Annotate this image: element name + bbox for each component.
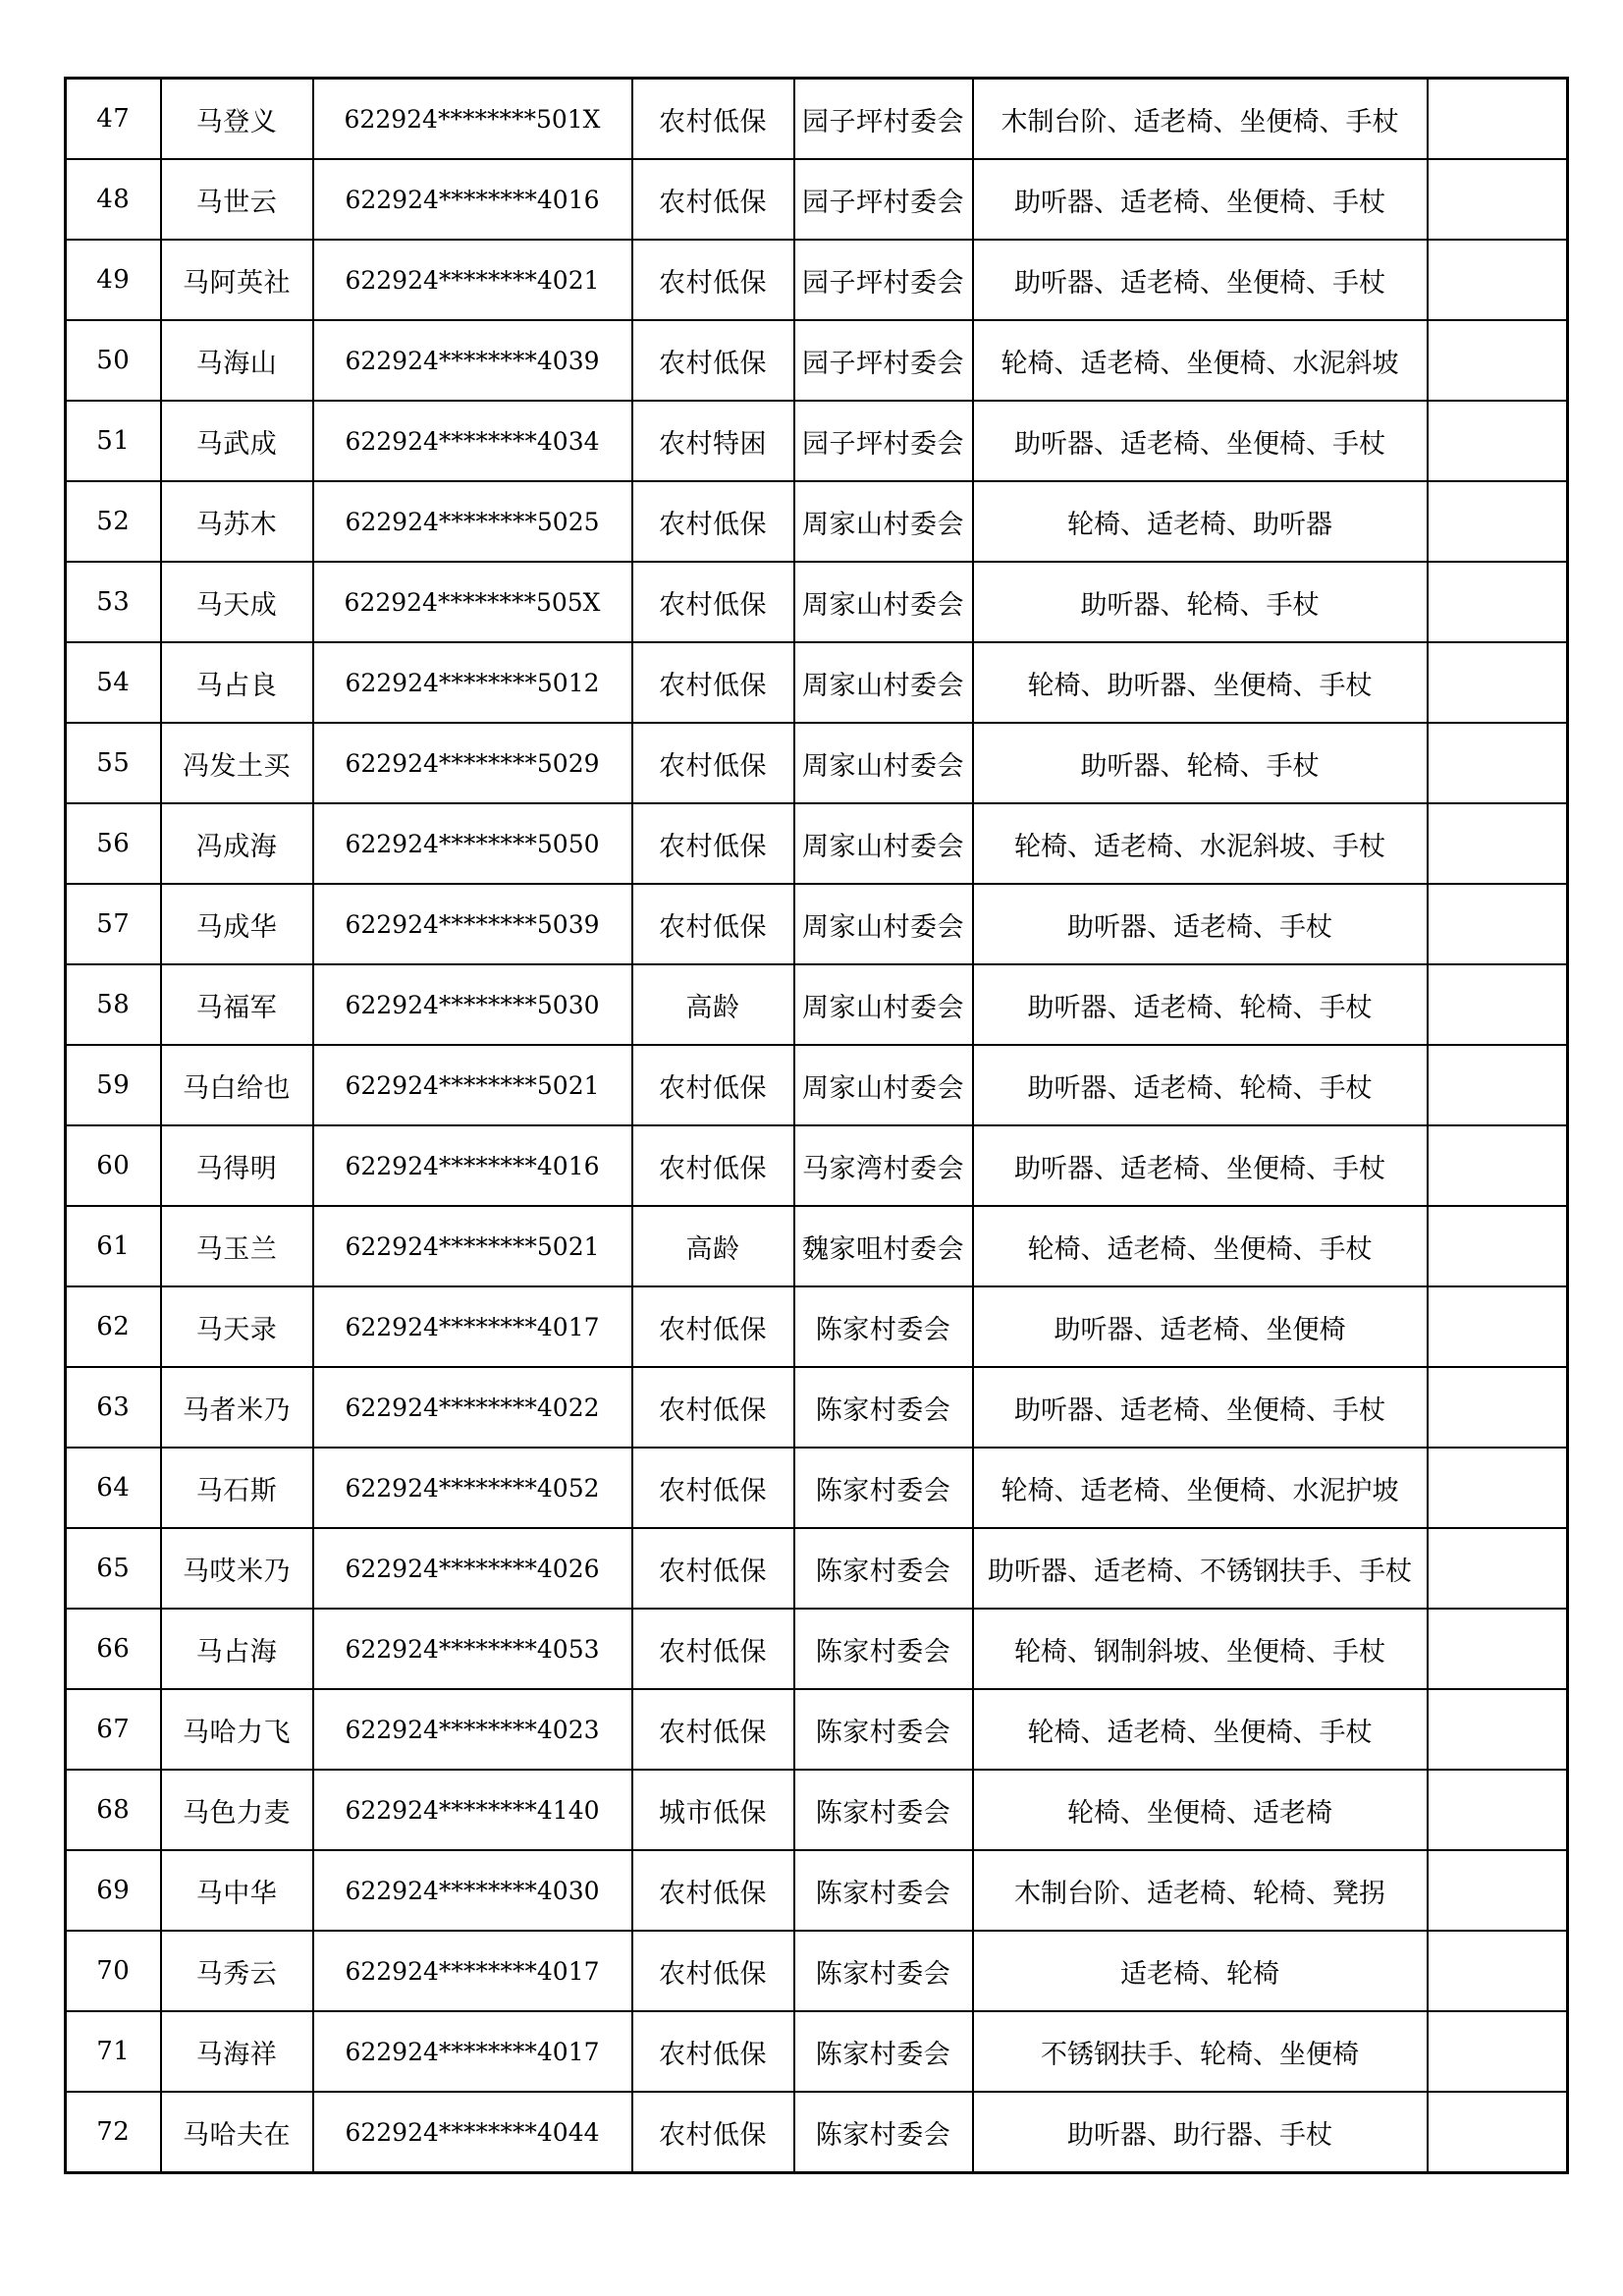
table-row <box>66 320 1568 401</box>
id-number-cell: 622924********5039 <box>313 884 632 964</box>
row-number-cell: 57 <box>66 884 161 964</box>
id-number-cell: 622924********4021 <box>313 240 632 320</box>
person-name-cell: 马得明 <box>161 1125 313 1206</box>
id-number-cell: 622924********4017 <box>313 1286 632 1367</box>
aid-items-cell: 适老椅、轮椅 <box>973 1931 1428 2011</box>
village-committee-cell: 陈家村委会 <box>794 1609 973 1689</box>
table-row <box>66 1931 1568 2011</box>
aid-items-cell: 轮椅、适老椅、坐便椅、水泥斜坡 <box>973 320 1428 401</box>
remarks-cell <box>1428 562 1568 642</box>
id-number-cell: 622924********4044 <box>313 2092 632 2173</box>
table-row <box>66 481 1568 562</box>
id-number-cell: 622924********5029 <box>313 723 632 803</box>
assistance-category-cell: 农村低保 <box>632 320 794 401</box>
remarks-cell <box>1428 481 1568 562</box>
village-committee-cell: 陈家村委会 <box>794 1931 973 2011</box>
row-number-cell: 55 <box>66 723 161 803</box>
aid-items-cell: 木制台阶、适老椅、坐便椅、手杖 <box>973 79 1428 160</box>
table-row <box>66 240 1568 320</box>
id-number-cell: 622924********505X <box>313 562 632 642</box>
row-number-cell: 59 <box>66 1045 161 1125</box>
village-committee-cell: 周家山村委会 <box>794 1045 973 1125</box>
id-number-cell: 622924********4026 <box>313 1528 632 1609</box>
remarks-cell <box>1428 1689 1568 1770</box>
aid-items-cell: 助听器、适老椅、坐便椅、手杖 <box>973 401 1428 481</box>
assistance-category-cell: 农村低保 <box>632 1045 794 1125</box>
id-number-cell: 622924********4140 <box>313 1770 632 1850</box>
row-number-cell: 65 <box>66 1528 161 1609</box>
aid-items-cell: 不锈钢扶手、轮椅、坐便椅 <box>973 2011 1428 2092</box>
table-row <box>66 562 1568 642</box>
assistance-category-cell: 农村低保 <box>632 159 794 240</box>
village-committee-cell: 陈家村委会 <box>794 1448 973 1528</box>
remarks-cell <box>1428 642 1568 723</box>
table-row <box>66 401 1568 481</box>
person-name-cell: 马福军 <box>161 964 313 1045</box>
aid-items-cell: 助听器、适老椅、不锈钢扶手、手杖 <box>973 1528 1428 1609</box>
village-committee-cell: 魏家咀村委会 <box>794 1206 973 1286</box>
row-number-cell: 63 <box>66 1367 161 1448</box>
assistance-category-cell: 高龄 <box>632 1206 794 1286</box>
row-number-cell: 53 <box>66 562 161 642</box>
id-number-cell: 622924********4016 <box>313 1125 632 1206</box>
person-name-cell: 马哎米乃 <box>161 1528 313 1609</box>
person-name-cell: 马阿英社 <box>161 240 313 320</box>
row-number-cell: 70 <box>66 1931 161 2011</box>
id-number-cell: 622924********5012 <box>313 642 632 723</box>
village-committee-cell: 陈家村委会 <box>794 1286 973 1367</box>
person-name-cell: 马白给也 <box>161 1045 313 1125</box>
aid-items-cell: 助听器、适老椅、手杖 <box>973 884 1428 964</box>
assistance-category-cell: 农村低保 <box>632 1125 794 1206</box>
row-number-cell: 54 <box>66 642 161 723</box>
id-number-cell: 622924********4053 <box>313 1609 632 1689</box>
assistance-category-cell: 农村低保 <box>632 240 794 320</box>
id-number-cell: 622924********501X <box>313 79 632 160</box>
table-row <box>66 964 1568 1045</box>
row-number-cell: 72 <box>66 2092 161 2173</box>
row-number-cell: 69 <box>66 1850 161 1931</box>
row-number-cell: 48 <box>66 159 161 240</box>
table-row <box>66 1125 1568 1206</box>
table-body <box>66 79 1568 2173</box>
remarks-cell <box>1428 1609 1568 1689</box>
id-number-cell: 622924********5030 <box>313 964 632 1045</box>
assistance-category-cell: 农村低保 <box>632 1448 794 1528</box>
table-row <box>66 1689 1568 1770</box>
village-committee-cell: 陈家村委会 <box>794 1689 973 1770</box>
row-number-cell: 71 <box>66 2011 161 2092</box>
person-name-cell: 马世云 <box>161 159 313 240</box>
table-row <box>66 1286 1568 1367</box>
remarks-cell <box>1428 401 1568 481</box>
remarks-cell <box>1428 723 1568 803</box>
person-name-cell: 马哈力飞 <box>161 1689 313 1770</box>
remarks-cell <box>1428 320 1568 401</box>
table-row <box>66 79 1568 160</box>
assistance-category-cell: 农村低保 <box>632 79 794 160</box>
table-row <box>66 1609 1568 1689</box>
village-committee-cell: 园子坪村委会 <box>794 159 973 240</box>
person-name-cell: 马天成 <box>161 562 313 642</box>
village-committee-cell: 周家山村委会 <box>794 642 973 723</box>
table-row <box>66 1206 1568 1286</box>
row-number-cell: 51 <box>66 401 161 481</box>
remarks-cell <box>1428 884 1568 964</box>
person-name-cell: 冯成海 <box>161 803 313 884</box>
table-row <box>66 1850 1568 1931</box>
remarks-cell <box>1428 159 1568 240</box>
row-number-cell: 47 <box>66 79 161 160</box>
person-name-cell: 马哈夫在 <box>161 2092 313 2173</box>
aid-items-cell: 轮椅、助听器、坐便椅、手杖 <box>973 642 1428 723</box>
remarks-cell <box>1428 79 1568 160</box>
person-name-cell: 马武成 <box>161 401 313 481</box>
remarks-cell <box>1428 1770 1568 1850</box>
person-name-cell: 马中华 <box>161 1850 313 1931</box>
assistance-category-cell: 农村低保 <box>632 1850 794 1931</box>
person-name-cell: 马秀云 <box>161 1931 313 2011</box>
assistance-category-cell: 农村低保 <box>632 1931 794 2011</box>
village-committee-cell: 园子坪村委会 <box>794 320 973 401</box>
assistance-category-cell: 农村低保 <box>632 2092 794 2173</box>
row-number-cell: 61 <box>66 1206 161 1286</box>
remarks-cell <box>1428 1367 1568 1448</box>
assistance-category-cell: 高龄 <box>632 964 794 1045</box>
person-name-cell: 冯发土买 <box>161 723 313 803</box>
person-name-cell: 马占良 <box>161 642 313 723</box>
remarks-cell <box>1428 803 1568 884</box>
village-committee-cell: 园子坪村委会 <box>794 401 973 481</box>
remarks-cell <box>1428 2092 1568 2173</box>
aid-items-cell: 助听器、适老椅、坐便椅、手杖 <box>973 240 1428 320</box>
id-number-cell: 622924********4039 <box>313 320 632 401</box>
id-number-cell: 622924********4017 <box>313 2011 632 2092</box>
id-number-cell: 622924********4030 <box>313 1850 632 1931</box>
id-number-cell: 622924********5025 <box>313 481 632 562</box>
person-name-cell: 马者米乃 <box>161 1367 313 1448</box>
aid-items-cell: 助听器、轮椅、手杖 <box>973 562 1428 642</box>
row-number-cell: 49 <box>66 240 161 320</box>
village-committee-cell: 陈家村委会 <box>794 2011 973 2092</box>
village-committee-cell: 陈家村委会 <box>794 1528 973 1609</box>
person-name-cell: 马色力麦 <box>161 1770 313 1850</box>
remarks-cell <box>1428 964 1568 1045</box>
assistance-category-cell: 农村低保 <box>632 642 794 723</box>
table-row <box>66 1367 1568 1448</box>
id-number-cell: 622924********5021 <box>313 1045 632 1125</box>
aid-items-cell: 轮椅、适老椅、水泥斜坡、手杖 <box>973 803 1428 884</box>
aid-items-cell: 助听器、适老椅、坐便椅、手杖 <box>973 159 1428 240</box>
row-number-cell: 58 <box>66 964 161 1045</box>
id-number-cell: 622924********4034 <box>313 401 632 481</box>
village-committee-cell: 园子坪村委会 <box>794 240 973 320</box>
village-committee-cell: 周家山村委会 <box>794 481 973 562</box>
assistance-category-cell: 农村低保 <box>632 1689 794 1770</box>
remarks-cell <box>1428 1045 1568 1125</box>
assistance-category-cell: 农村低保 <box>632 1528 794 1609</box>
table-row <box>66 723 1568 803</box>
table-row <box>66 1528 1568 1609</box>
aid-items-cell: 木制台阶、适老椅、轮椅、凳拐 <box>973 1850 1428 1931</box>
row-number-cell: 66 <box>66 1609 161 1689</box>
table-row <box>66 1045 1568 1125</box>
row-number-cell: 64 <box>66 1448 161 1528</box>
person-name-cell: 马玉兰 <box>161 1206 313 1286</box>
remarks-cell <box>1428 240 1568 320</box>
assistance-category-cell: 农村低保 <box>632 803 794 884</box>
person-name-cell: 马苏木 <box>161 481 313 562</box>
id-number-cell: 622924********4022 <box>313 1367 632 1448</box>
row-number-cell: 56 <box>66 803 161 884</box>
village-committee-cell: 周家山村委会 <box>794 723 973 803</box>
aid-items-cell: 轮椅、坐便椅、适老椅 <box>973 1770 1428 1850</box>
assistance-category-cell: 城市低保 <box>632 1770 794 1850</box>
row-number-cell: 52 <box>66 481 161 562</box>
row-number-cell: 62 <box>66 1286 161 1367</box>
remarks-cell <box>1428 1125 1568 1206</box>
village-committee-cell: 陈家村委会 <box>794 1770 973 1850</box>
id-number-cell: 622924********4023 <box>313 1689 632 1770</box>
id-number-cell: 622924********5050 <box>313 803 632 884</box>
aid-items-cell: 轮椅、适老椅、坐便椅、手杖 <box>973 1689 1428 1770</box>
table-row <box>66 803 1568 884</box>
assistance-category-cell: 农村低保 <box>632 2011 794 2092</box>
assistance-category-cell: 农村低保 <box>632 1609 794 1689</box>
table-row <box>66 2092 1568 2173</box>
remarks-cell <box>1428 1206 1568 1286</box>
id-number-cell: 622924********4016 <box>313 159 632 240</box>
assistance-category-cell: 农村特困 <box>632 401 794 481</box>
person-name-cell: 马石斯 <box>161 1448 313 1528</box>
remarks-cell <box>1428 1528 1568 1609</box>
aid-items-cell: 助听器、适老椅、坐便椅、手杖 <box>973 1125 1428 1206</box>
row-number-cell: 68 <box>66 1770 161 1850</box>
row-number-cell: 50 <box>66 320 161 401</box>
person-name-cell: 马成华 <box>161 884 313 964</box>
assistance-category-cell: 农村低保 <box>632 1367 794 1448</box>
table-row <box>66 642 1568 723</box>
assistance-category-cell: 农村低保 <box>632 562 794 642</box>
remarks-cell <box>1428 1931 1568 2011</box>
village-committee-cell: 周家山村委会 <box>794 884 973 964</box>
table-row <box>66 1448 1568 1528</box>
table-row <box>66 1770 1568 1850</box>
row-number-cell: 67 <box>66 1689 161 1770</box>
assistance-category-cell: 农村低保 <box>632 1286 794 1367</box>
id-number-cell: 622924********4017 <box>313 1931 632 2011</box>
table-row <box>66 884 1568 964</box>
aid-items-cell: 轮椅、钢制斜坡、坐便椅、手杖 <box>973 1609 1428 1689</box>
village-committee-cell: 周家山村委会 <box>794 964 973 1045</box>
aid-items-cell: 助听器、助行器、手杖 <box>973 2092 1428 2173</box>
aid-items-cell: 助听器、适老椅、轮椅、手杖 <box>973 964 1428 1045</box>
village-committee-cell: 马家湾村委会 <box>794 1125 973 1206</box>
aid-items-cell: 助听器、适老椅、坐便椅、手杖 <box>973 1367 1428 1448</box>
aid-items-cell: 助听器、轮椅、手杖 <box>973 723 1428 803</box>
aid-items-cell: 轮椅、适老椅、坐便椅、手杖 <box>973 1206 1428 1286</box>
assistance-category-cell: 农村低保 <box>632 884 794 964</box>
beneficiary-table <box>64 77 1569 2174</box>
id-number-cell: 622924********5021 <box>313 1206 632 1286</box>
remarks-cell <box>1428 1850 1568 1931</box>
assistance-category-cell: 农村低保 <box>632 723 794 803</box>
remarks-cell <box>1428 1448 1568 1528</box>
village-committee-cell: 园子坪村委会 <box>794 79 973 160</box>
row-number-cell: 60 <box>66 1125 161 1206</box>
aid-items-cell: 助听器、适老椅、轮椅、手杖 <box>973 1045 1428 1125</box>
aid-items-cell: 轮椅、适老椅、坐便椅、水泥护坡 <box>973 1448 1428 1528</box>
remarks-cell <box>1428 1286 1568 1367</box>
person-name-cell: 马占海 <box>161 1609 313 1689</box>
village-committee-cell: 陈家村委会 <box>794 1850 973 1931</box>
id-number-cell: 622924********4052 <box>313 1448 632 1528</box>
aid-items-cell: 轮椅、适老椅、助听器 <box>973 481 1428 562</box>
person-name-cell: 马海祥 <box>161 2011 313 2092</box>
assistance-category-cell: 农村低保 <box>632 481 794 562</box>
aid-items-cell: 助听器、适老椅、坐便椅 <box>973 1286 1428 1367</box>
village-committee-cell: 周家山村委会 <box>794 803 973 884</box>
table-row <box>66 2011 1568 2092</box>
remarks-cell <box>1428 2011 1568 2092</box>
table-row <box>66 159 1568 240</box>
village-committee-cell: 周家山村委会 <box>794 562 973 642</box>
person-name-cell: 马天录 <box>161 1286 313 1367</box>
village-committee-cell: 陈家村委会 <box>794 1367 973 1448</box>
person-name-cell: 马海山 <box>161 320 313 401</box>
person-name-cell: 马登义 <box>161 79 313 160</box>
village-committee-cell: 陈家村委会 <box>794 2092 973 2173</box>
